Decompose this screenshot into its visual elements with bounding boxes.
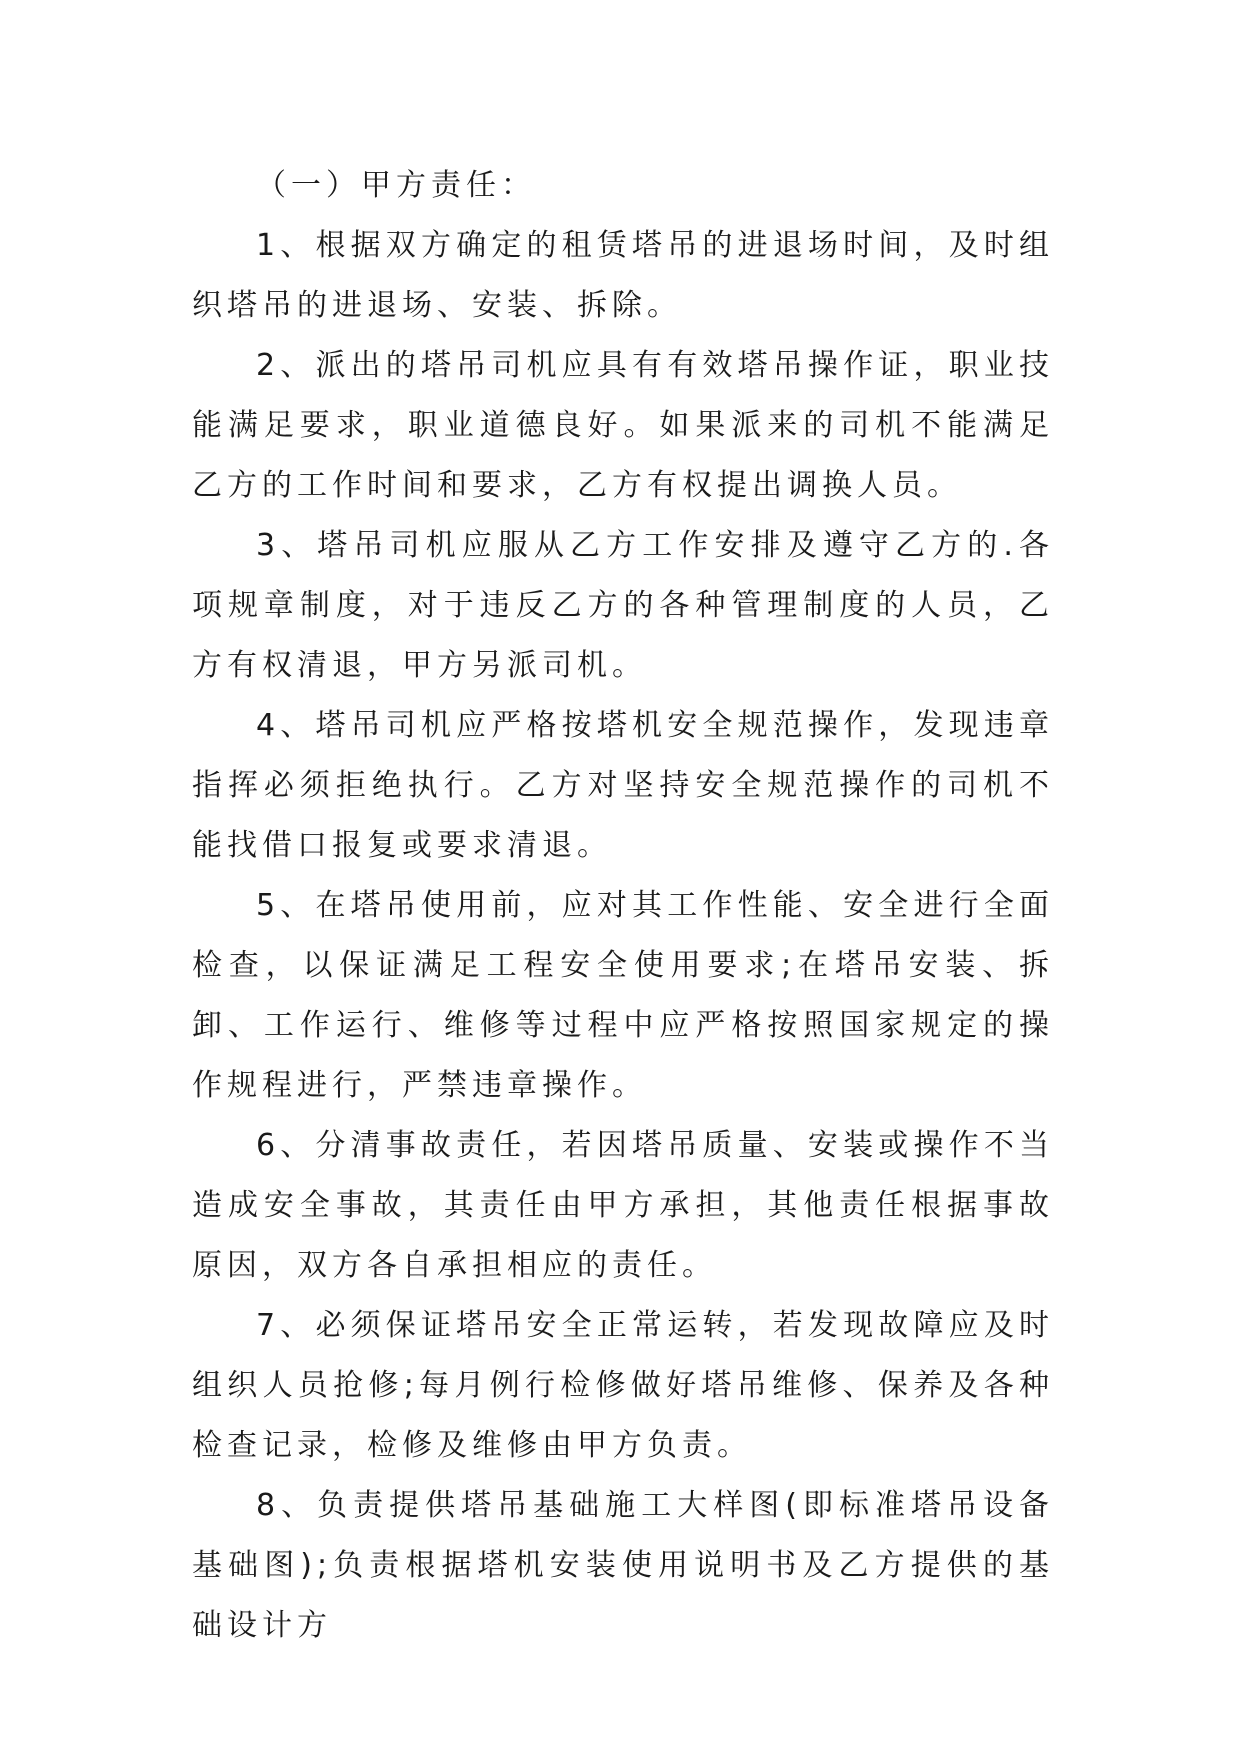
clause-5: 5、在塔吊使用前，应对其工作性能、安全进行全面检查，以保证满足工程安全使用要求;在塔吊安装、拆卸、工作运行、维修等过程中应严格按照国家规定的操作规程进行，严禁违章操作。 [192, 888, 1054, 1103]
clause-6: 6、分清事故责任，若因塔吊质量、安装或操作不当造成安全事故，其责任由甲方承担，其他责任根据事故原因，双方各自承担相应的责任。 [192, 1128, 1054, 1283]
section-heading: （一）甲方责任： [256, 168, 536, 203]
clause-3: 3、塔吊司机应服从乙方工作安排及遵守乙方的.各项规章制度，对于违反乙方的各种管理制度的人员，乙方有权清退，甲方另派司机。 [192, 528, 1054, 683]
clause-7: 7、必须保证塔吊安全正常运转，若发现故障应及时组织人员抢修;每月例行检修做好塔吊维修、保养及各种检查记录，检修及维修由甲方负责。 [192, 1308, 1054, 1463]
clause-4: 4、塔吊司机应严格按塔机安全规范操作，发现违章指挥必须拒绝执行。乙方对坚持安全规范操作的司机不能找借口报复或要求清退。 [192, 708, 1054, 863]
clause-2: 2、派出的塔吊司机应具有有效塔吊操作证，职业技能满足要求，职业道德良好。如果派来的司机不能满足乙方的工作时间和要求，乙方有权提出调换人员。 [192, 348, 1054, 503]
document-body [192, 156, 1054, 1656]
clause-8: 8、负责提供塔吊基础施工大样图(即标准塔吊设备基础图);负责根据塔机安装使用说明书及乙方提供的基础设计方 [192, 1488, 1054, 1643]
clause-1: 1、根据双方确定的租赁塔吊的进退场时间，及时组织塔吊的进退场、安装、拆除。 [192, 228, 1054, 323]
